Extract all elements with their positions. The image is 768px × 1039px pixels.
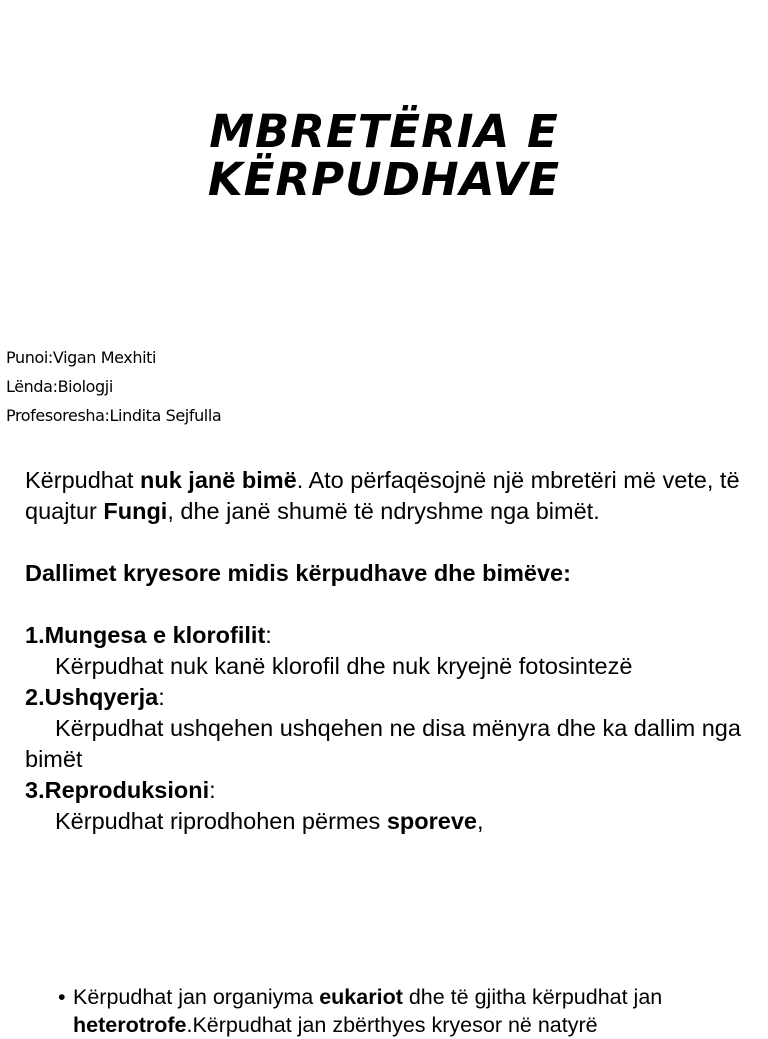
author-credit: Punoi:Vigan Mexhiti xyxy=(6,348,157,367)
title-line-2: KËRPUDHAVE xyxy=(207,153,561,206)
point-3-text-content: Kërpudhat riprodhohen përmes xyxy=(55,808,387,834)
point-1-text: Kërpudhat nuk kanë klorofil dhe nuk kryejnë fotosintezë xyxy=(55,653,633,679)
intro-paragraph xyxy=(25,465,760,527)
intro-bold-fungi: Fungi xyxy=(103,498,168,524)
point-1-title-text: 1.Mungesa e klorofilit xyxy=(25,622,266,648)
point-2-text xyxy=(25,713,760,775)
teacher-credit: Profesoresha:Lindita Sejfulla xyxy=(6,406,222,425)
bullet-text-2: dhe të gjitha kërpudhat jan xyxy=(402,985,663,1009)
page-title xyxy=(0,105,768,206)
bullet-text-1: Kërpudhat jan organiyma xyxy=(73,985,320,1009)
point-2-title-text: 2.Ushqyerja xyxy=(25,684,159,710)
intro-bold-not-plants: nuk janë bimë xyxy=(139,467,297,493)
differences-heading-text: Dallimet kryesore midis kërpudhave dhe bimëve: xyxy=(25,560,571,586)
point-3-comma: , xyxy=(476,808,484,834)
bullet-item xyxy=(58,983,758,1039)
intro-text-1: Kërpudhat xyxy=(25,467,140,493)
point-1-colon: : xyxy=(265,622,272,648)
point-2-title xyxy=(25,682,760,713)
bullet-bold-eukaryote: eukariot xyxy=(319,985,403,1009)
point-1-title xyxy=(25,620,760,651)
point-3-bold-spores: sporeve xyxy=(386,808,477,834)
point-3-text xyxy=(25,806,760,837)
subject-credit: Lënda:Biologji xyxy=(6,377,113,396)
title-line-1: MBRETËRIA E xyxy=(209,105,559,158)
point-3-colon: : xyxy=(209,777,216,803)
bullet-text-3: .Kërpudhat jan zbërthyes kryesor në natyrë xyxy=(186,1013,598,1037)
spacer xyxy=(25,589,760,620)
credits-block xyxy=(6,343,221,430)
spacer xyxy=(25,527,760,558)
point-2-colon: : xyxy=(158,684,165,710)
main-content xyxy=(25,465,760,837)
bullet-bold-heterotroph: heterotrofe xyxy=(73,1013,187,1037)
intro-text-2: . Ato përfaqësojnë një mbretëri më vete, të quajtur xyxy=(25,467,740,524)
differences-heading xyxy=(25,558,760,589)
bullet-list xyxy=(58,983,758,1039)
point-3-title xyxy=(25,775,760,806)
intro-text-3: , dhe janë shumë të ndryshme nga bimët. xyxy=(167,498,600,524)
point-2-text-content: Kërpudhat ushqehen ushqehen ne disa mënyra dhe ka dallim nga bimët xyxy=(25,715,741,772)
point-3-title-text: 3.Reproduksioni xyxy=(25,777,210,803)
